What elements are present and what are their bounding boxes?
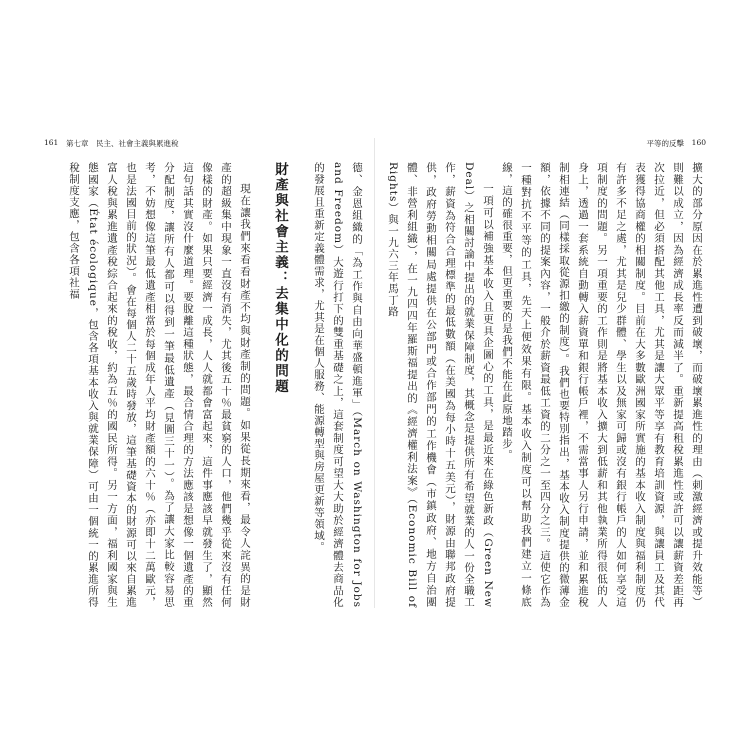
left-running-title: 第七章 民主、社會主義與累進稅	[66, 139, 179, 148]
page-gutter	[374, 138, 375, 608]
section-heading: 財產與社會主義：去集中化的問題	[272, 162, 288, 395]
left-page	[44, 138, 366, 608]
right-page-header	[384, 138, 706, 152]
book-spread	[44, 138, 706, 608]
paragraph: 一項可以補強基本收入且更具企圖心的工具，是最近來在綠色新政（Green New Deal）之相關討論中提出的就業保障制度，其概念是提供所有希望就業的人一份全職工作，薪資為符合合理標準的最低數額（在美國為每小時十五美元），財源由聯邦政府提供，政府勞動相關局處提供在公部門或合作部門的工作機會（市鎮政府、地方自治團體、非營利組織），在一九四四年羅斯福提出的《經濟權利法案》（Economic Bill of Rights）與一九六三年馬丁路	[387, 162, 494, 608]
left-paragraph-main	[44, 162, 254, 608]
left-page-body	[44, 162, 366, 608]
right-page-body	[384, 162, 706, 608]
left-page-header	[44, 138, 366, 152]
paragraph: 擴大的部分原因在於累進性遭到破壞，而破壞累進性的理由（刺激經濟或提升效能等）則難以成立，因為經濟成長率反而減半了。重新提高租稅累進性或許可以讓薪資差距再次拉近，但必須搭配其他工具，尤其是讓大眾平等享有教育培訓資源，與讓員工及其代表獲得協商權的相關制度。目前在大多數歐洲國家所實施的基本收入制度與福利制度仍有許多不足之處，尤其是兒少群體、學生以及無家可歸或沒有銀行帳戶的人如何享受這項制度的問題。另一項重要的工作則是將基本收入擴大到低薪和其他執業所得很低的人身上，透過一套系統自動轉入薪資單和銀行帳戶裡，不需當事人另行申請，並和累進稅制相連結（同樣採取從源扣繳的制度）。我們也要特別指出，基本收入制度提供的微薄金額，依據不同的提案內容，一般介於薪資最低工資的二分之一至四分之三。這使它作為一種對抗不平等的工具，先天上便效果有限。基本收入制度可以幫助我們建立一條底線，這的確很重要，但更重要的是我們不能在此原地踏步。	[501, 162, 703, 608]
right-text-block	[384, 162, 706, 608]
left-paragraph-top	[302, 162, 366, 608]
left-page-number: 161	[44, 138, 59, 147]
paragraph: 現在讓我們來看看財產不均與財產制的問題。如果從長期來看，最令人詫異的是財產的超級集中現象一直沒有消失，尤其後五十％最貧窮的人口，他們幾乎從來沒有任何像樣的財產。如果只要經濟一成長，人人就都會富起來，這件事應該早就發生了，顯然這句話其實沒什麼道理。要脫離這種狀態，最合情合理的方法應該是想像一個遺產的重分配制度，讓所有人都可以得到一筆最低遺產（見圖三十一）。為了讓大家比較容易思考，不妨想像這筆最低遺產相當於每個成年人平均財產額的六十％（亦即十二萬歐元，也是法國目前的狀況）。會在每個人二十五歲時發放，這筆基礎資本的財源可以來自累進富人稅與累進遺產稅綜合起來的稅收，約為五％的國民所得。另一方面，福利國家與生態國家（État écologique，包含各項基本收入與就業保障）可由一個統一的累進所得稅制度支應，包含各項社福	[68, 162, 251, 608]
right-running-title: 平等的反擊	[646, 139, 684, 148]
right-page	[384, 138, 706, 608]
paragraph: 德、金恩組織的「為工作與自由向華盛頓進軍」（March on Washington for Jobs and Freedom）大遊行打下的雙重基礎之上，這套制度可望大大助於經濟體去商品化的發展且重新定義體需求，尤其是在個人服務、能源轉型與房屋更新等領域。	[313, 162, 363, 608]
right-page-number: 160	[691, 138, 706, 147]
